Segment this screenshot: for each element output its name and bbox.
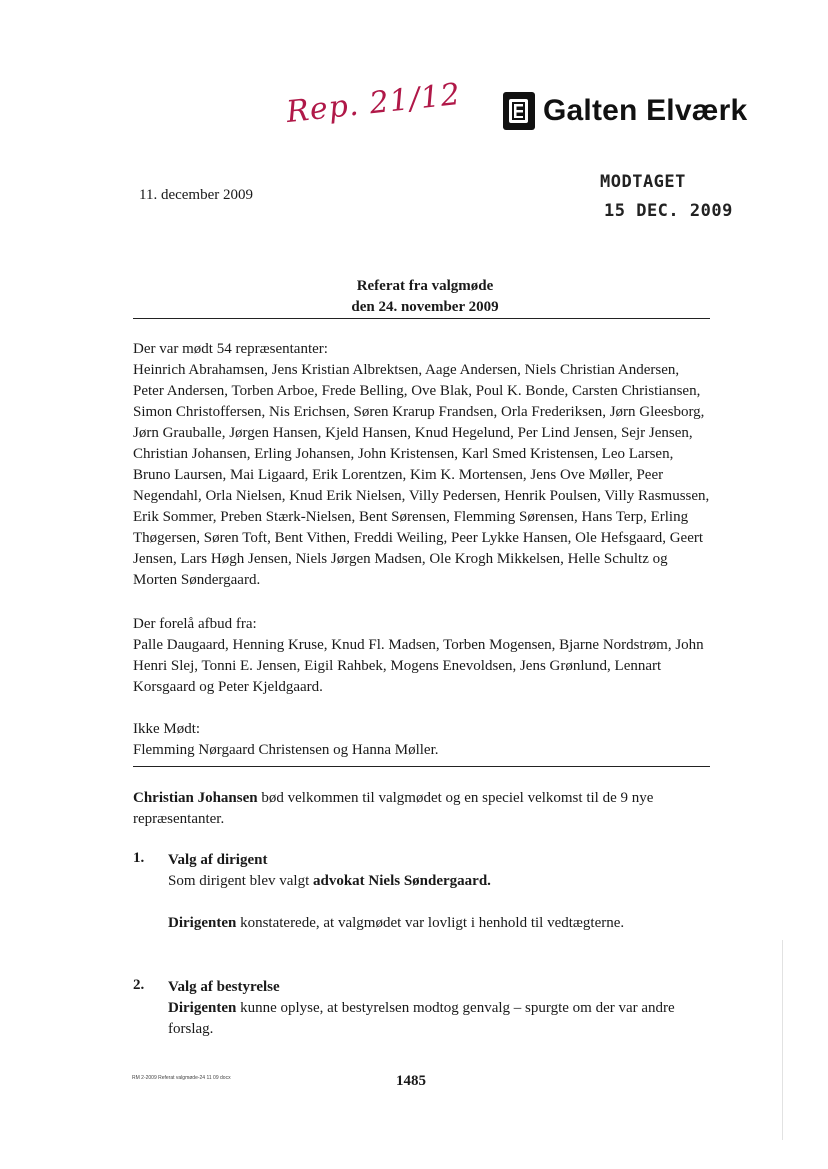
- document-title: [300, 276, 550, 318]
- present-section: [133, 339, 713, 591]
- item-1-title: Valg af dirigent: [168, 852, 268, 868]
- item-2-body: [168, 977, 713, 1040]
- welcome-name: Christian Johansen: [133, 790, 258, 806]
- item-2-line1-bold: Dirigenten: [168, 1000, 237, 1016]
- divider-bottom: [133, 766, 710, 767]
- document-date: 11. december 2009: [139, 187, 253, 203]
- scan-edge-mark: [782, 940, 783, 1140]
- item-2-number: 2.: [133, 977, 145, 993]
- title-line-1: Referat fra valgmøde: [356, 278, 494, 294]
- absent-section: [133, 614, 713, 698]
- page-number: 1485: [396, 1073, 426, 1089]
- not-met-names: Flemming Nørgaard Christensen og Hanna Møller.: [133, 742, 439, 758]
- company-name: Galten Elværk: [543, 94, 748, 127]
- handwritten-annotation: Rep. 21/12: [284, 76, 463, 131]
- item-1-line1-bold: advokat Niels Søndergaard.: [312, 873, 491, 889]
- footer-file-code: RM 2-2009 Referat valgmøde-24 11 09 docx: [132, 1075, 231, 1081]
- item-1-number: 1.: [133, 850, 145, 866]
- not-met-section: [133, 719, 713, 761]
- divider-top: [133, 318, 710, 319]
- item-1-line1-text: Som dirigent blev valgt: [168, 873, 313, 889]
- welcome-text: bød velkommen til valgmødet og en speciel velkomst til de 9 nye repræsentanter.: [133, 790, 654, 827]
- absent-names: Palle Daugaard, Henning Kruse, Knud Fl. Madsen, Torben Mogensen, Bjarne Nordstrøm, John Henri Slej, Tonni E. Jensen, Eigil Rahbek, Mogens Enevoldsen, Jens Grønlund, Lennart Korsgaard og Peter Kjeldgaard.: [133, 637, 704, 695]
- received-stamp-date: 15 DEC. 2009: [604, 201, 733, 221]
- item-1-line2-bold: Dirigenten: [168, 915, 237, 931]
- company-logo: [503, 92, 747, 130]
- galten-e-logo-icon: [503, 92, 535, 130]
- not-met-heading: Ikke Mødt:: [133, 721, 201, 737]
- title-line-2: den 24. november 2009: [351, 299, 499, 315]
- item-2-line1-text: kunne oplyse, at bestyrelsen modtog genvalg – spurgte om der var andre forslag.: [168, 1000, 675, 1037]
- present-heading: Der var mødt 54 repræsentanter:: [133, 341, 328, 357]
- item-1-line2-text: konstaterede, at valgmødet var lovligt i henhold til vedtægterne.: [236, 915, 625, 931]
- present-names: Heinrich Abrahamsen, Jens Kristian Albrektsen, Aage Andersen, Niels Christian Andersen, Peter Andersen, Torben Arboe, Frede Belling, Ove Blak, Poul K. Bonde, Carsten Christiansen, Simon Christoffersen, Nis Erichsen, Søren Krarup Frandsen, Orla Frederiksen, Jørn Gleesborg, Jørn Grauballe, Jørgen Hansen, Kjeld Hansen, Knud Hegelund, Per Lind Jensen, Sejr Jensen, Christian Johansen, Erling Johansen, John Kristensen, Karl Smed Kristensen, Leo Larsen, Bruno Laursen, Mai Ligaard, Erik Lorentzen, Kim K. Mortensen, Jens Ove Møller, Peer Negendahl, Orla Nielsen, Knud Erik Nielsen, Villy Pedersen, Henrik Poulsen, Villy Rasmussen, Erik Sommer, Preben Stærk-Nielsen, Bent Sørensen, Flemming Sørensen, Hans Terp, Erling Thøgersen, Søren Toft, Bent Vithen, Freddi Weiling, Peer Lykke Hansen, Ole Hefsgaard, Geert Jensen, Lars Høgh Jensen, Niels Jørgen Madsen, Ole Krogh Mikkelsen, Helle Schultz og Morten Søndergaard.: [133, 362, 710, 588]
- item-2-title: Valg af bestyrelse: [168, 979, 280, 995]
- item-1-body: [168, 850, 713, 934]
- received-stamp: MODTAGET: [600, 172, 686, 192]
- absent-heading: Der forelå afbud fra:: [133, 616, 257, 632]
- welcome-paragraph: [133, 788, 713, 830]
